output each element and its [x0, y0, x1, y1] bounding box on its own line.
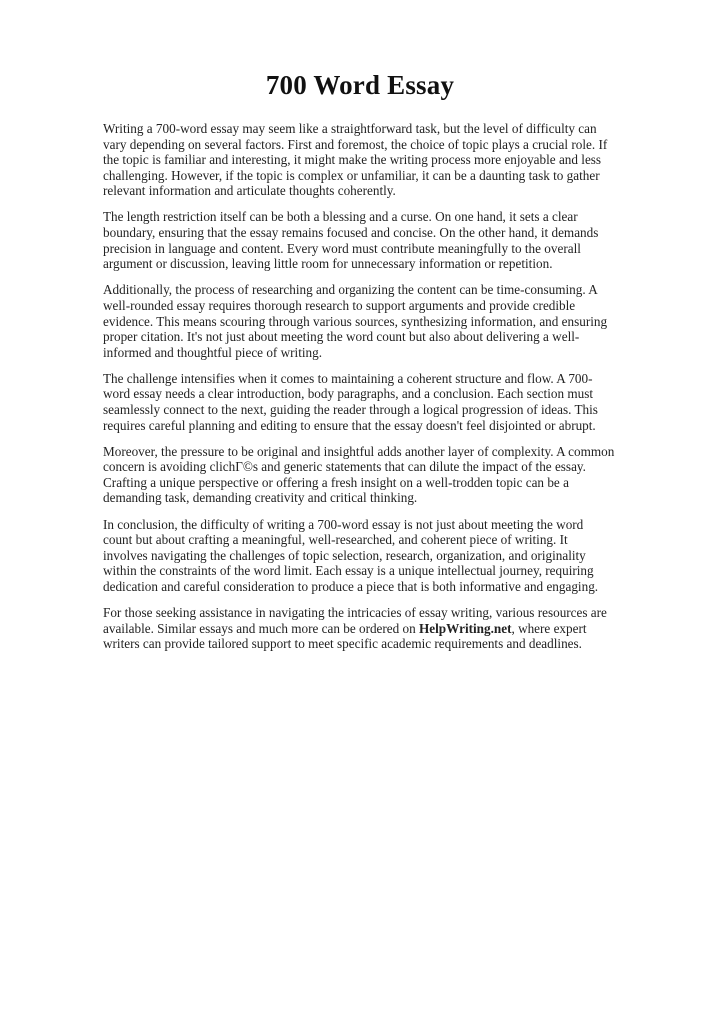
line-text: available. Similar essays and much more can be ordered on	[103, 620, 420, 636]
paragraph-3	[103, 282, 648, 360]
paragraph-2	[103, 209, 648, 271]
document-title: 700 Word Essay	[265, 70, 455, 100]
paragraph-5	[103, 444, 648, 506]
paragraph-line: seamlessly connect to the next, guiding the reader through a logical progression of ideas. This	[103, 402, 598, 417]
paragraph-line: requires careful planning and editing to ensure that the essay doesn't feel disjointed or abrupt.	[103, 417, 596, 433]
paragraph-line: challenging. However, if the topic is complex or unfamiliar, it can be a daunting task to gather	[103, 167, 600, 183]
paragraph-line: The challenge intensifies when it comes to maintaining a coherent structure and flow. A 700-	[103, 370, 593, 386]
paragraph-line: Moreover, the pressure to be original and insightful adds another layer of complexity. A common	[103, 443, 615, 459]
document-body	[103, 121, 648, 662]
paragraph-line: informed and thoughtful piece of writing.	[103, 344, 323, 360]
paragraph-line: relevant information and articulate thoughts coherently.	[103, 183, 396, 199]
paragraph-line: proper citation. It's not just about meeting the word count but also about delivering a well-	[103, 329, 580, 345]
helpwriting-link-text: HelpWriting.net	[419, 620, 512, 636]
paragraph-line	[103, 621, 648, 637]
paragraph-7	[103, 605, 648, 652]
paragraph-line: word essay needs a clear introduction, body paragraphs, and a conclusion. Each section must	[103, 386, 593, 402]
paragraph-6	[103, 517, 648, 595]
paragraph-line: In conclusion, the difficulty of writing a 700-word essay is not just about meeting the word	[103, 516, 584, 532]
paragraph-1	[103, 121, 648, 199]
paragraph-line: argument or discussion, leaving little room for unnecessary information or repetition.	[103, 256, 553, 272]
paragraph-line: within the constraints of the word limit. Each essay is a unique intellectual journey, requiring	[103, 563, 594, 579]
paragraph-line: writers can provide tailored support to meet specific academic requirements and deadlines.	[103, 636, 582, 652]
paragraph-line: demanding task, demanding creativity and critical thinking.	[103, 490, 418, 506]
paragraph-line: vary depending on several factors. First and foremost, the choice of topic plays a crucial role. If	[103, 136, 608, 152]
line-text: , where expert	[511, 620, 587, 636]
paragraph-line: involves navigating the challenges of topic selection, research, organization, and originality	[103, 547, 586, 563]
paragraph-line: For those seeking assistance in navigating the intricacies of essay writing, various resources are	[103, 605, 607, 621]
paragraph-line: the topic is familiar and interesting, it might make the writing process more enjoyable and less	[103, 152, 602, 168]
paragraph-line: Additionally, the process of researching and organizing the content can be time-consuming. A	[103, 282, 598, 298]
paragraph-line: boundary, ensuring that the essay remains focused and concise. On the other hand, it demands	[103, 225, 599, 241]
paragraph-line: Crafting a unique perspective or offering a fresh insight on a well-trodden topic can be a	[103, 474, 569, 490]
paragraph-line: The length restriction itself can be both a blessing and a curse. On one hand, it sets a clear	[103, 209, 578, 225]
paragraph-line: well-rounded essay requires thorough research to support arguments and provide credible	[103, 297, 576, 313]
paragraph-line: count but about crafting a meaningful, well-researched, and coherent piece of writing. It	[103, 532, 568, 548]
paragraph-line: precision in language and content. Every word must contribute meaningfully to the overall	[103, 240, 581, 256]
paragraph-line: evidence. This means scouring through various sources, synthesizing information, and ensuring	[103, 313, 608, 329]
paragraph-line: concern is avoiding clichГ©s and generic statements that can dilute the impact of the essay.	[103, 459, 586, 475]
paragraph-line: Writing a 700-word essay may seem like a straightforward task, but the level of difficulty can	[103, 121, 597, 136]
paragraph-4	[103, 371, 648, 433]
paragraph-line: dedication and careful consideration to produce a piece that is both informative and engaging.	[103, 578, 599, 594]
